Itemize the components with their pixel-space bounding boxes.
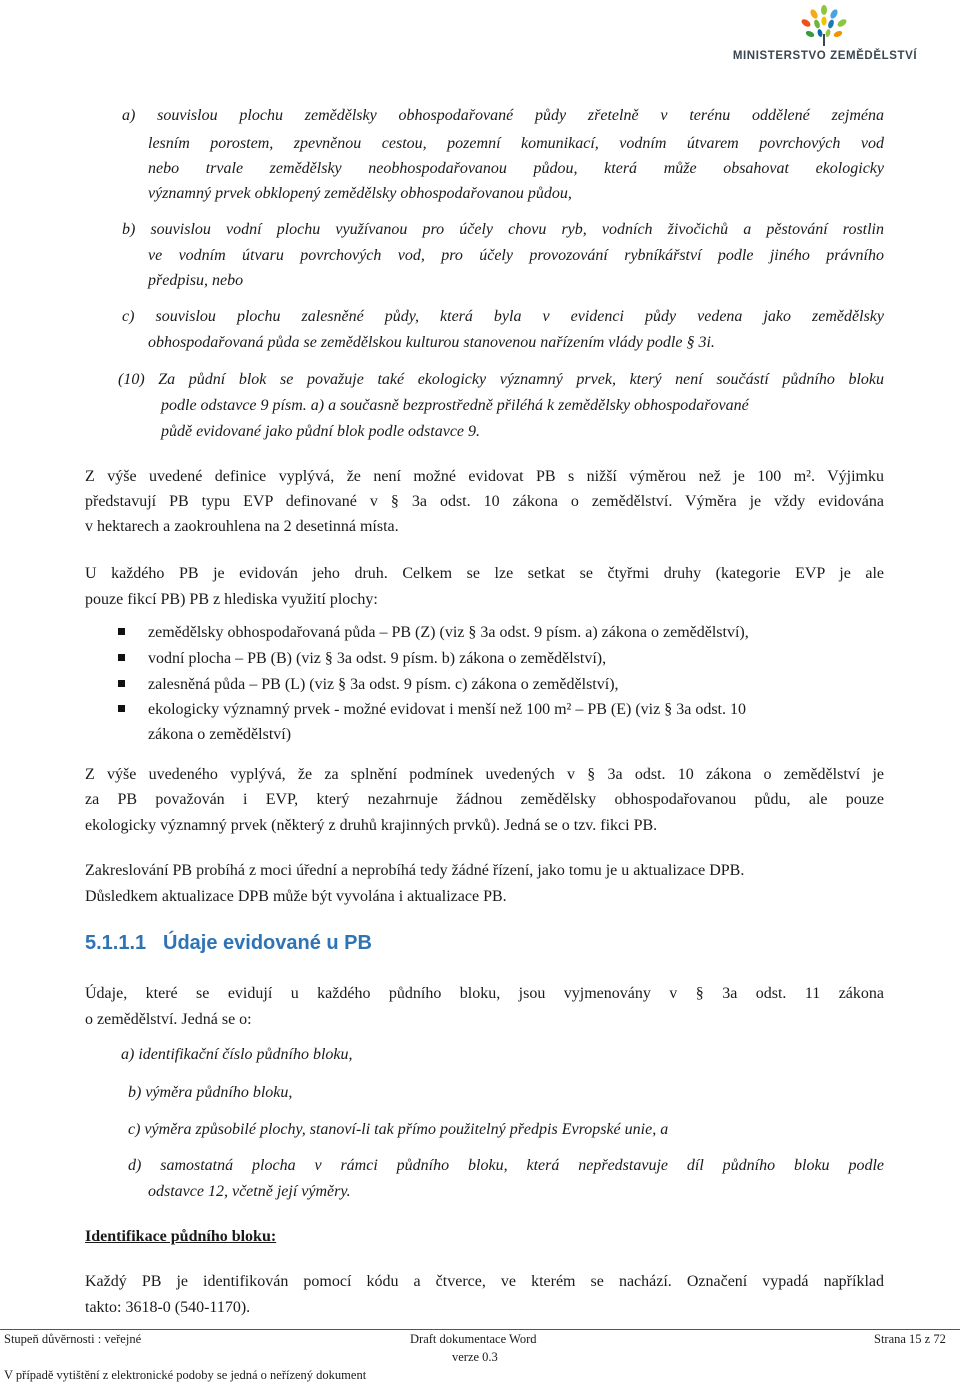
- para2-line1: U každého PB je evidován jeho druh. Celkem se lze setkat se čtyřmi druhy (kategorie EVP je ale: [85, 565, 884, 582]
- list1-c-line2: obhospodařovaná půda se zemědělskou kulturou stanovenou nařízením vlády podle § 3i.: [148, 334, 715, 351]
- list2-b: b) výměra půdního bloku,: [128, 1084, 293, 1101]
- footer-divider: [0, 1329, 960, 1330]
- ministry-logo: [706, 4, 940, 66]
- bullet-icon: [118, 628, 125, 635]
- list1-a-line3: nebo trvale zemědělsky neobhospodařovanou půdou, která může obsahovat ekologicky: [148, 160, 884, 177]
- bullet-item-2: vodní plocha – PB (B) (viz § 3a odst. 9 písm. b) zákona o zemědělství),: [148, 650, 607, 667]
- footer-doc-name: Draft dokumentace Word: [410, 1332, 537, 1346]
- bullet-icon: [118, 705, 125, 712]
- p10-line2: podle odstavce 9 písm. a) a současně bezprostředně přiléhá k zemědělsky obhospodařované: [161, 397, 749, 414]
- para1-line2: představují PB typu EVP definované v § 3a odst. 10 zákona o zemědělství. Výměra je vždy evidována: [85, 493, 884, 510]
- bullet-icon: [118, 654, 125, 661]
- footer-confidentiality: Stupeň důvěrnosti : veřejné: [4, 1332, 142, 1346]
- footer-notice: V případě vytištění z elektronické podoby se jedná o neřízený dokument: [4, 1368, 367, 1382]
- p10-line3: půdě evidované jako půdní blok podle odstavce 9.: [161, 423, 481, 440]
- para3-line1: Z výše uvedeného vyplývá, že za splnění podmínek uvedených v § 3a odst. 10 zákona o zemědělství je: [85, 766, 884, 783]
- list1-a-line4: významný prvek obklopený zemědělsky obhospodařovanou půdou,: [148, 185, 572, 202]
- section-title: Údaje evidované u PB: [163, 932, 372, 954]
- p10-line1: (10) Za půdní blok se považuje také ekologicky významný prvek, který není součástí půdního bloku: [118, 371, 884, 388]
- logo-text: MINISTERSTVO ZEMĚDĚLSTVÍ: [732, 50, 918, 62]
- footer-page-number: Strana 15 z 72: [874, 1332, 946, 1346]
- para1-line3: v hektarech a zaokrouhlena na 2 desetinná místa.: [85, 518, 399, 535]
- bullet-item-4-cont: zákona o zemědělství): [148, 726, 292, 743]
- ministry-leaf-icon: [784, 4, 864, 50]
- list1-c-line1: c) souvislou plochu zalesněné půdy, která byla v evidenci půdy vedena jako zemědělsky: [122, 308, 884, 325]
- bullet-item-4: ekologicky významný prvek - možné evidovat i menší než 100 m² – PB (E) (viz § 3a odst. 10: [148, 701, 746, 718]
- list2-c: c) výměra způsobilé plochy, stanoví-li tak přímo použitelný předpis Evropské unie, a: [128, 1121, 669, 1138]
- para1-line1: Z výše uvedené definice vyplývá, že není možné evidovat PB s nižší výměrou než je 100 m². Výjimku: [85, 468, 884, 485]
- bullet-item-1: zemědělsky obhospodařovaná půda – PB (Z) (viz § 3a odst. 9 písm. a) zákona o zemědělství),: [148, 624, 749, 641]
- list1-b-line1: b) souvislou vodní plochu využívanou pro účely chovu ryb, vodních živočichů a pěstování rostlin: [122, 221, 884, 238]
- list1-a-line1: a) souvislou plochu zemědělsky obhospodařované půdy zřetelně v terénu oddělené zejména: [122, 107, 884, 124]
- section-heading: [85, 932, 372, 955]
- para5-line1: Údaje, které se evidují u každého půdního bloku, jsou vyjmenovány v § 3a odst. 11 zákona: [85, 985, 884, 1002]
- list2-d-line2: odstavce 12, včetně její výměry.: [148, 1183, 351, 1200]
- footer-version: verze 0.3: [452, 1350, 498, 1364]
- list2-d-line1: d) samostatná plocha v rámci půdního bloku, která nepředstavuje díl půdního bloku podle: [128, 1157, 884, 1174]
- para4-line2: Důsledkem aktualizace DPB může být vyvolána i aktualizace PB.: [85, 888, 507, 905]
- list2-a: a) identifikační číslo půdního bloku,: [121, 1046, 353, 1063]
- bullet-item-3: zalesněná půda – PB (L) (viz § 3a odst. 9 písm. c) zákona o zemědělství),: [148, 676, 619, 693]
- list1-b-line2: ve vodním útvaru povrchových vod, pro účely provozování rybníkářství podle jiného právního: [148, 247, 884, 264]
- list1-a-line2: lesním porostem, zpevněnou cestou, pozemní komunikací, vodním útvarem povrchových vod: [148, 135, 884, 152]
- para3-line3: ekologicky významný prvek (některý z druhů krajinných prvků). Jedná se o tzv. fikci PB.: [85, 817, 658, 834]
- para6-line1: Každý PB je identifikován pomocí kódu a čtverce, ve kterém se nachází. Označení vypadá například: [85, 1273, 884, 1290]
- section-number: 5.1.1.1: [85, 932, 147, 954]
- list1-b-line3: předpisu, nebo: [148, 272, 244, 289]
- para2-line2: pouze fikcí PB) PB z hlediska využití plochy:: [85, 591, 378, 608]
- para6-line2: takto: 3618-0 (540-1170).: [85, 1299, 251, 1316]
- bullet-icon: [118, 680, 125, 687]
- subheading-identification: Identifikace půdního bloku:: [85, 1228, 277, 1245]
- para3-line2: za PB považován i EVP, který nezahrnuje žádnou zemědělsky obhospodařovanou půdu, ale pouze: [85, 791, 884, 808]
- para4-line1: Zakreslování PB probíhá z moci úřední a neprobíhá tedy žádné řízení, jako tomu je u aktualizace DPB.: [85, 862, 745, 879]
- para5-line2: o zemědělství. Jedná se o:: [85, 1011, 252, 1028]
